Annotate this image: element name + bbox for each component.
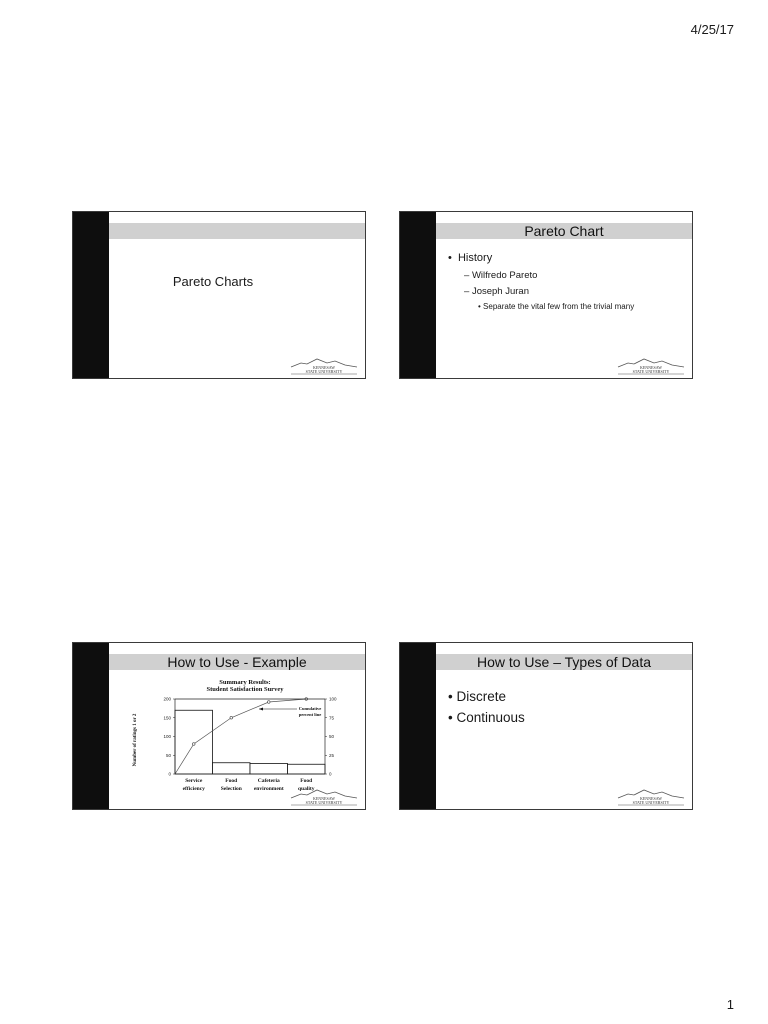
bullet-item: • Separate the vital few from the trivial many: [478, 302, 635, 311]
logo-text-line1: KENNESAW: [312, 365, 336, 370]
chart-bar: [288, 764, 326, 774]
x-category-label: quality: [297, 786, 315, 792]
slide-sidebar: [73, 212, 109, 378]
annotation-line1: Cumulative: [298, 706, 322, 711]
bullet-list: [448, 689, 684, 731]
chart-title: Summary Results:: [219, 679, 271, 686]
chart-subtitle: Student Satisfaction Survey: [206, 686, 284, 693]
bullet-item: – Wilfredo Pareto: [464, 270, 538, 281]
annotation-arrowhead: [259, 708, 263, 711]
logo-text-line1: KENNESAW: [312, 796, 336, 801]
university-logo: [616, 357, 686, 375]
logo-text-line2: STATE UNIVERSITY: [632, 800, 670, 805]
slide-title: Pareto Charts: [172, 274, 254, 289]
cumulative-point: [267, 701, 270, 704]
x-category-label: Service: [185, 778, 203, 784]
logo-text-line2: STATE UNIVERSITY: [305, 800, 343, 805]
chart-bar: [213, 763, 251, 774]
slide-title: Pareto Chart: [436, 223, 692, 239]
university-logo: [289, 357, 359, 375]
slide-sidebar: [400, 643, 436, 809]
bullet-list: [448, 252, 684, 315]
y-tick-label: 100: [163, 734, 171, 740]
page-date: 4/25/17: [690, 22, 734, 37]
logo-text-line1: KENNESAW: [639, 796, 663, 801]
y2-tick-label: 0: [329, 771, 332, 777]
slide-title: How to Use – Types of Data: [436, 654, 692, 670]
chart-bar: [250, 764, 288, 775]
y2-tick-label: 50: [329, 734, 335, 740]
y-tick-label: 0: [168, 771, 171, 777]
y-tick-label: 150: [163, 715, 171, 721]
pareto-chart: [127, 676, 363, 806]
university-logo: [289, 788, 359, 806]
slide-1[interactable]: [72, 211, 366, 379]
bullet-item: • Continuous: [448, 710, 525, 725]
slide-2[interactable]: [399, 211, 693, 379]
logo-text-line2: STATE UNIVERSITY: [632, 369, 670, 374]
x-category-label: environment: [253, 786, 284, 792]
logo-text-line2: STATE UNIVERSITY: [305, 369, 343, 374]
y-tick-label: 50: [165, 752, 171, 758]
logo-text-line1: KENNESAW: [639, 365, 663, 370]
cumulative-point: [230, 716, 233, 719]
university-logo: [616, 788, 686, 806]
y2-tick-label: 25: [329, 752, 335, 758]
x-category-label: Cafeteria: [257, 778, 280, 784]
annotation-line2: percent line: [298, 712, 322, 717]
cumulative-point: [192, 743, 195, 746]
y-tick-label: 200: [163, 696, 171, 702]
bullet-item: – Joseph Juran: [464, 286, 529, 297]
slide-title-band: [109, 223, 365, 239]
x-category-label: efficiency: [182, 786, 205, 792]
slide-sidebar: [400, 212, 436, 378]
bullet-item: • History: [448, 252, 493, 264]
y2-tick-label: 75: [329, 715, 335, 721]
y2-tick-label: 100: [329, 696, 337, 702]
x-category-label: Selection: [220, 786, 242, 792]
slide-3[interactable]: [72, 642, 366, 810]
slide-sidebar: [73, 643, 109, 809]
bullet-item: • Discrete: [448, 689, 506, 704]
page-number: 1: [726, 997, 734, 1012]
slide-4[interactable]: [399, 642, 693, 810]
slide-title: How to Use - Example: [109, 654, 365, 670]
x-category-label: Food: [300, 778, 313, 784]
y-axis-label: Number of ratings 1 or 2: [133, 713, 138, 767]
x-category-label: Food: [225, 778, 238, 784]
